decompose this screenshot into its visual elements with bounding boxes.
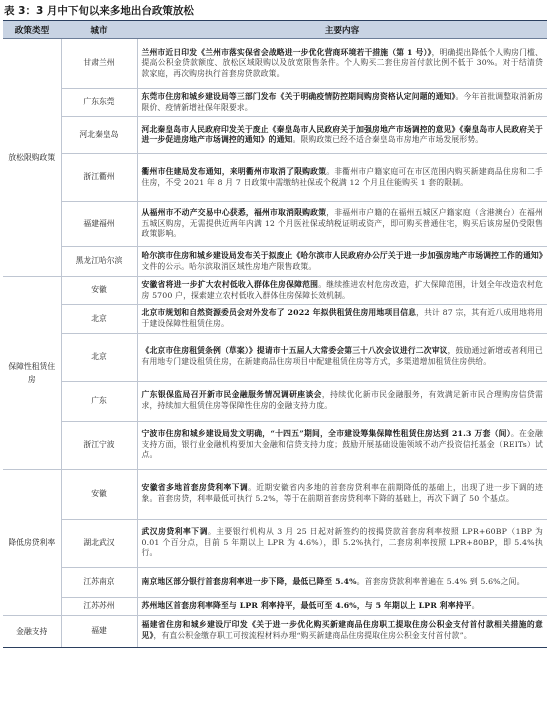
city-cell: 黑龙江哈尔滨 [61, 247, 137, 277]
city-cell: 北京 [61, 305, 137, 333]
content-detail: ，共计 87 宗，其有近八成用地将用于建设保障性租赁住房。 [141, 308, 543, 328]
city-cell: 江苏南京 [61, 567, 137, 597]
content-cell [137, 333, 547, 381]
content-highlight: 苏州地区首套房利率降至与 LPR 利率持平，最低可至 4.6%，与 5 年期以上 LPR 利率持平 [141, 600, 472, 610]
city-cell: 安徽 [61, 277, 137, 305]
content-cell [137, 519, 547, 567]
header-policy-type: 政策类型 [3, 21, 61, 39]
content-cell [137, 202, 547, 247]
table-row [3, 381, 547, 421]
city-cell: 安徽 [61, 469, 137, 519]
table-row [3, 597, 547, 615]
city-cell: 湖北武汉 [61, 519, 137, 567]
content-highlight: 《北京市住房租赁条例（草案）》提请市十五届人大常委会第三十八次会议进行二次审议 [141, 346, 448, 356]
city-cell: 福建 [61, 615, 137, 647]
table-row [3, 333, 547, 381]
table-row [3, 421, 547, 469]
content-highlight: 宁波市住房和城乡建设局发文明确，“十四五”期间，全市建设筹集保障性租赁住房达到 21.3 万套（间） [141, 429, 511, 439]
content-cell [137, 89, 547, 117]
city-cell: 浙江宁波 [61, 421, 137, 469]
policy-type-cell: 金融支持 [3, 615, 61, 647]
content-cell [137, 469, 547, 519]
content-detail: 。 [471, 600, 480, 610]
content-cell [137, 154, 547, 202]
content-cell [137, 39, 547, 89]
city-cell: 甘肃兰州 [61, 39, 137, 89]
city-cell: 广东 [61, 381, 137, 421]
content-highlight: 河北秦皇岛市人民政府印发关于废止《秦皇岛市人民政府关于加强房地产市场调控的意见》《秦皇岛市人民政府关于进一步促进房地产市场调控的通知》的通知 [141, 124, 543, 145]
policy-table [3, 20, 547, 648]
content-cell [137, 277, 547, 305]
content-detail: ，明确提出降低个人购房门槛、提高公积金贷款额度、放松区域限购以及放宽限售条件。个人购买二套住房首付款比例不低于 30%。对于结清贷款家庭，再次购房执行首套房贷款政策。 [141, 47, 543, 78]
content-highlight: 广东银保监局召开新市民金融服务情况调研座谈会 [141, 390, 322, 400]
table-row [3, 202, 547, 247]
content-detail: 。近期安徽省内多地的首套房贷利率在前期降低的基础上，出现了进一步下调的迹象。首套房贷，利率最低可执行 5.2%，等于在前期首套房贷利率下降的基础上，再次下调了 50 个基点。 [141, 483, 543, 504]
content-detail: 文件的公示。哈尔滨取消区域性房地产限售政策。 [141, 261, 317, 271]
table-header-row [3, 21, 547, 39]
city-cell: 北京 [61, 333, 137, 381]
content-highlight: 武汉房贷利率下调 [141, 527, 208, 537]
table-row [3, 469, 547, 519]
content-cell [137, 247, 547, 277]
table-caption: 表 3：3 月中下旬以来多地出台政策放松 [4, 5, 194, 17]
table-row [3, 305, 547, 333]
content-detail: 。首套房贷款利率普遍在 5.4% 到 5.6%之间。 [356, 576, 525, 586]
header-content: 主要内容 [137, 21, 547, 39]
content-detail: ，鼓励通过新增或者利用已有用地专门建设租赁住房，在新建商品住房项目中配建租赁住房等方式，多渠道增加租赁住房供给。 [141, 346, 543, 367]
table-body [3, 39, 547, 648]
content-highlight: 东莞市住房和城乡建设局等三部门发布《关于明确疫情防控期间购房资格认定问题的通知》 [141, 92, 456, 101]
content-detail: ，有直公积金缴存职工可按流程材料办理“购买新建商品住房提取住房公积金支付首付款”。 [153, 631, 472, 641]
table-row [3, 117, 547, 154]
table-row [3, 247, 547, 277]
table-row [3, 615, 547, 647]
content-detail: 。继续推进农村危房改造，扩大保障范围，计划全年改造农村危房 5700 户，探索建立农村低收入群体住房保障长效机制。 [141, 280, 543, 300]
content-highlight: 福建省住房和城乡建设厅印发《关于进一步优化购买新建商品住房职工提取住房公积金支付首付款相关措施的意见》 [141, 620, 543, 641]
content-cell [137, 117, 547, 154]
content-highlight: 安徽省将进一步扩大农村低收入群体住房保障范围 [141, 280, 319, 290]
content-highlight: 从福州市不动产交易中心获悉，福州市取消限购政策 [141, 208, 327, 218]
table-row [3, 567, 547, 597]
header-city: 城市 [61, 21, 137, 39]
city-cell: 江苏苏州 [61, 597, 137, 615]
content-cell [137, 381, 547, 421]
table-row [3, 154, 547, 202]
policy-type-cell: 降低房贷利率 [3, 469, 61, 615]
content-highlight: 北京市规划和自然资源委员会对外发布了 2022 年拟供租赁住房用地项目信息 [141, 308, 417, 318]
content-highlight: 衢州市住建局发布通知，来明衢州市取消了限购政策 [141, 167, 327, 177]
city-cell: 河北秦皇岛 [61, 117, 137, 154]
content-detail: 。在金融支持方面，银行业金融机构要加大金融和信贷支持力度；鼓励开展基础设施领域不动产投资信托基金（REITs）试点。 [141, 429, 543, 460]
content-cell [137, 567, 547, 597]
policy-type-cell: 保障性租赁住房 [3, 277, 61, 469]
table-row [3, 277, 547, 305]
content-cell [137, 597, 547, 615]
content-detail: 。主要银行机构从 3 月 25 日起对新签约的按揭贷款首套房利率按照 LPR+60BP（1BP 为 0.01 个百分点，目前 5 年期以上 LPR 为 4.6%），即 5.2%执行，二套房利率按照 LPR+80BP，即 5.4%执行。 [141, 527, 543, 558]
city-cell: 广东东莞 [61, 89, 137, 117]
content-highlight: 安徽省多地首套房贷利率下调 [141, 483, 249, 493]
city-cell: 福建福州 [61, 202, 137, 247]
content-detail: 。今年首批调整取消新房限价、疫情新增社保年限要求。 [141, 92, 543, 112]
content-cell [137, 615, 547, 647]
content-detail: 。非衢州市户籍家庭可在市区范围内购买新建商品住房和二手住房，不受 2021 年 8 月 7 日政策中需缴纳社保或个税满 12 个月且住能购买 1 套的限制。 [141, 167, 543, 187]
content-cell [137, 305, 547, 333]
table-row [3, 39, 547, 89]
content-highlight: 兰州市近日印发《兰州市落实保省会战略进一步优化营商环境若干措施（第 1 号）》 [141, 47, 432, 57]
content-highlight: 哈尔滨市住房和城乡建设局发布关于拟废止《哈尔滨市人民政府办公厅关于进一步加强房地产市场调控工作的通知》 [141, 251, 547, 261]
content-cell [137, 421, 547, 469]
policy-type-cell: 放松限购政策 [3, 39, 61, 277]
content-detail: ，持续优化新市民金融服务，有效满足新市民合理购房信贷需求，持续加大租赁住房等保障性住房的金融支持力度。 [141, 390, 543, 411]
table-row [3, 519, 547, 567]
city-cell: 浙江衢州 [61, 154, 137, 202]
content-detail: 。限购政策已经不适合秦皇岛市房地产市场发展形势。 [292, 135, 484, 145]
content-highlight: 南京地区部分银行首套房利率进一步下降，最低已降至 5.4% [141, 576, 357, 586]
table-row [3, 89, 547, 117]
content-detail: ，非福州市户籍的在福州五城区户籍家庭（含港澳台）在福州五城区购房，无需提供近两年内满 12 个月医社保或纳税证明或资产，即可购买普通住宅，购买后该房屋仍受限售政策影响。 [141, 208, 543, 239]
